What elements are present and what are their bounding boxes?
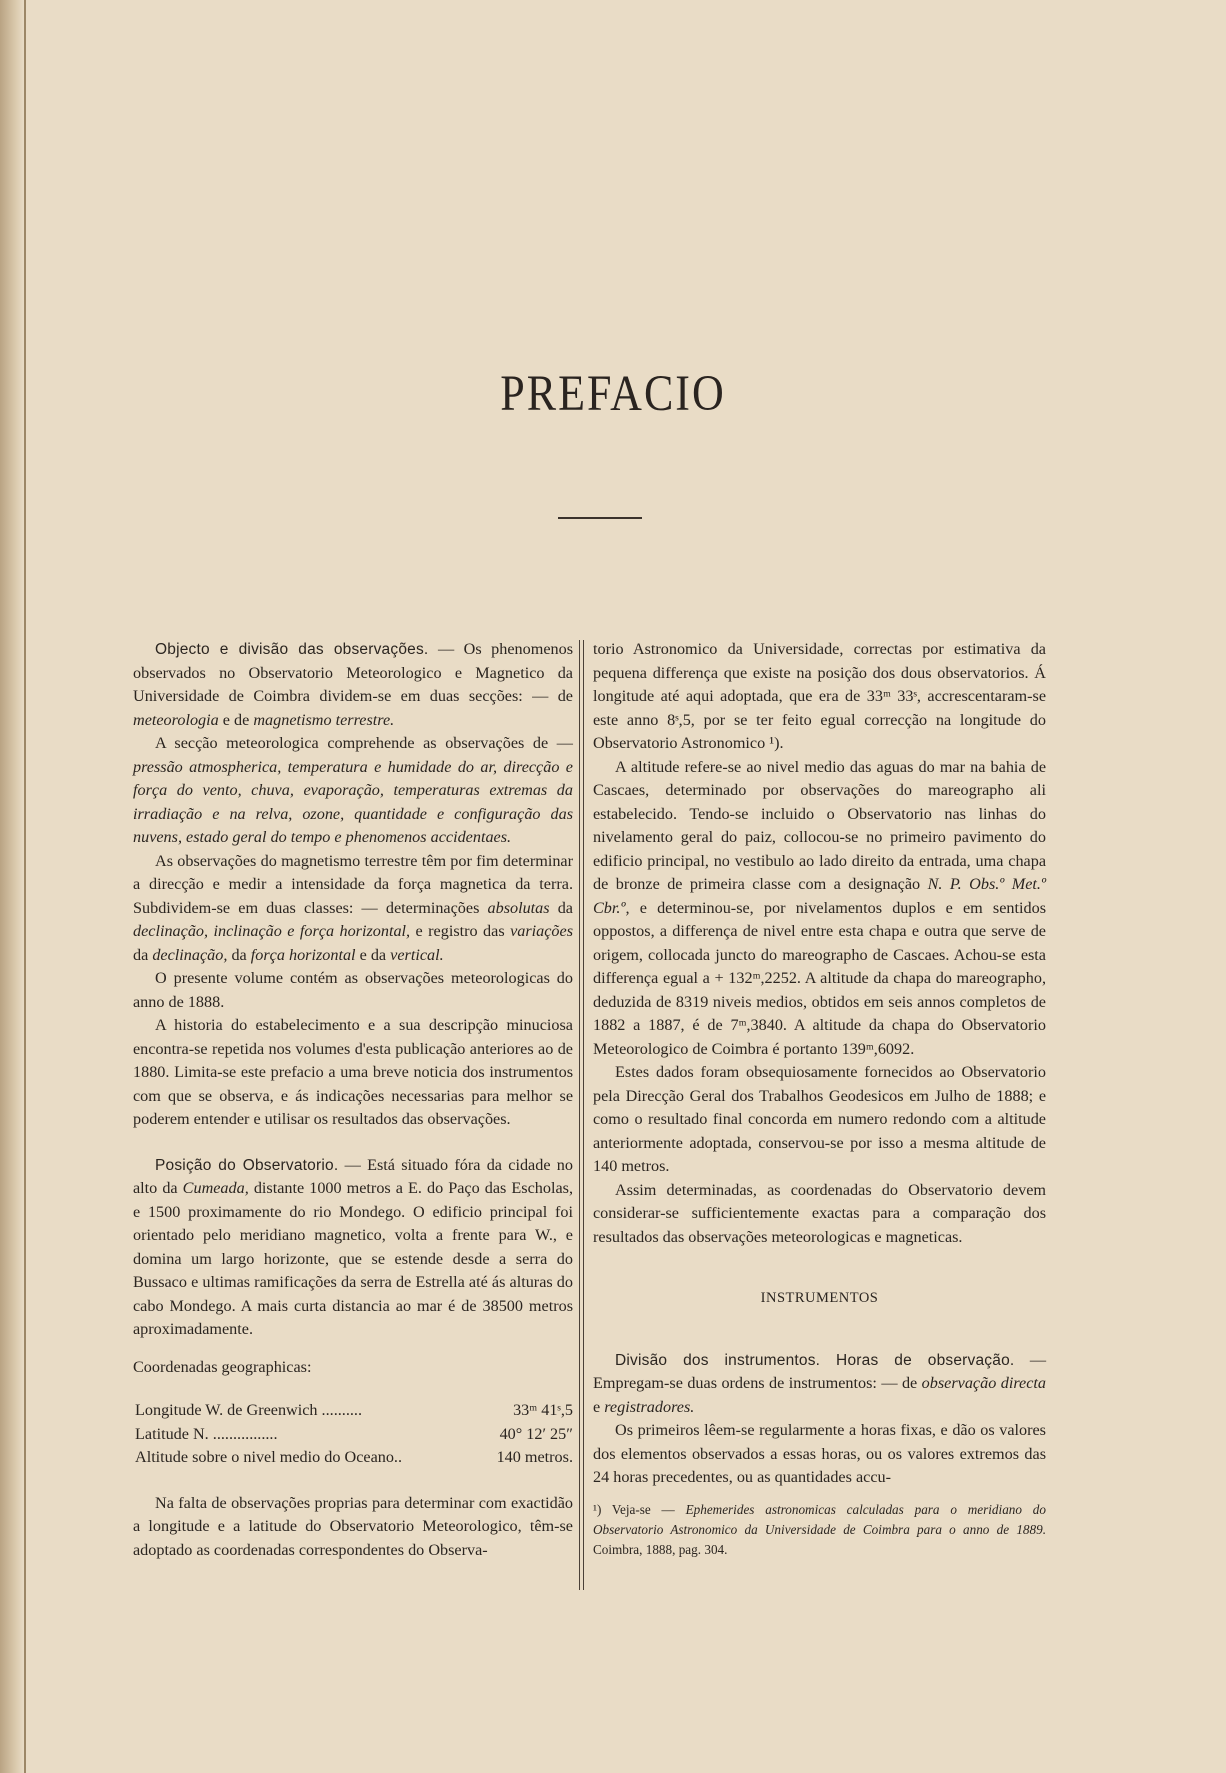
paragraph: Estes dados foram obsequiosamente fornecidos ao Observatorio pela Direcção Geral dos Trabalhos Geodesicos em Julho de 1888; e como o resultado final concorda em numero redondo com a altitude anteriormente adoptada, conservou-se por isso a mesma altitude de 140 metros.: [593, 1063, 1046, 1175]
page-title: PREFACIO: [500, 365, 726, 422]
text: As observações do magnetismo terrestre têm por fim determinar a direcção e medir a intensidade da força magnetica da terra. Subdividem-se em duas classes: — determinações: [133, 851, 573, 917]
coords-table: [133, 1399, 573, 1470]
text: da: [227, 945, 251, 964]
text: e de: [218, 710, 254, 729]
italic-text: meteorologia: [133, 710, 219, 729]
paragraph: torio Astronomico da Universidade, correctas por estimativa da pequena differença que existe na posição dos dous observatorios. Á longitude até aqui adoptada, que era de 33ᵐ 33ˢ, accrescentaram-se este anno 8ˢ,5, por se ter feito egual correcção na longitude do Observatorio Astronomico ¹).: [593, 640, 1046, 752]
section-posicao: [133, 1154, 573, 1342]
coords-title: Coordenadas geographicas:: [133, 1357, 312, 1376]
italic-text: registradores.: [604, 1397, 695, 1416]
italic-text: magnetismo terrestre.: [253, 710, 395, 729]
text: ¹) Veja-se —: [593, 1501, 686, 1517]
coord-row: [133, 1399, 573, 1423]
text: A secção meteorologica comprehende as observações de —: [155, 734, 573, 752]
page-binding-line: [24, 0, 26, 1773]
footnote: [593, 1500, 1046, 1560]
text: da: [133, 945, 153, 964]
section-heading: Objecto e divisão das observações.: [155, 641, 429, 658]
italic-text: observação directa: [921, 1374, 1046, 1392]
page-binding-edge: [0, 0, 24, 1773]
italic-text: força horizontal: [250, 945, 356, 964]
paragraph: Os primeiros lêem-se regularmente a horas fixas, e dão os valores dos elementos observados a essas horas, ou os valores extremos das 24 horas precedentes, ou as quantidades accu-: [593, 1421, 1046, 1486]
text: da: [549, 898, 573, 917]
section-objecto: [133, 638, 573, 732]
text: — Está situado fóra da cidade no alto da: [133, 1155, 573, 1197]
text: distante 1000 metros a E. do Paço das Escholas, e 1500 proximamente do rio Mondego. O edificio principal foi orientado pelo meridiano magnetico, volta a frente para W., e domina um largo horizonte, que se estende desde a serra do Bussaco e ultimas ramificações da serra de Estrella até ás alturas do cabo Mondego. A mais curta distancia ao mar é de 38500 metros aproximadamente.: [133, 1179, 573, 1338]
coord-value: 33ᵐ 41ˢ,5: [513, 1401, 573, 1419]
italic-text: vertical.: [390, 945, 444, 964]
italic-text: absolutas: [487, 898, 550, 917]
italic-text: declinação, inclinação e força horizontal,: [133, 922, 411, 940]
text: Coimbra, 1888, pag. 304.: [593, 1541, 728, 1557]
italic-text: pressão atmospherica, temperatura e humidade do ar, direcção e força do vento, chuva, evaporação, temperaturas extremas da irradiação e na relva, ozone, quantidade e configuração das nuvens, estado geral do tempo e phenomenos accidentaes.: [133, 757, 573, 846]
right-column: [593, 638, 1046, 1560]
text: — Os phenomenos observados no Observatorio Meteorologico e Magnetico da Universidade de Coimbra dividem-se em duas secções: — de: [133, 640, 574, 705]
instrumentos-heading: INSTRUMENTOS: [760, 1290, 879, 1306]
paragraph: Assim determinadas, as coordenadas do Observatorio devem considerar-se sufficientemente exactas para a comparação dos resultados das observações meteorologicas e magneticas.: [593, 1180, 1046, 1246]
paragraph: [593, 756, 1046, 1062]
section-divisao: [593, 1349, 1046, 1420]
section-heading: Divisão dos instrumentos. Horas de observação.: [615, 1351, 1015, 1369]
paragraph: [133, 732, 573, 850]
paragraph: Na falta de observações proprias para determinar com exactidão a longitude e a latitude do Observatorio Meteorologico, têm-se adoptado as coordenadas correspondentes do Observa-: [133, 1493, 573, 1559]
text: A altitude refere-se ao nivel medio das aguas do mar na bahia de Cascaes, determinado por observações do mareographo ali estabelecido. Tendo-se incluido o Observatorio nas linhas do nivelamento geral do paiz, collocou-se no primeiro pavimento do edificio principal, no vestibulo ao lado direito da entrada, uma chapa de bronze de primeira classe com a designação: [593, 757, 1046, 893]
paragraph: [133, 850, 573, 968]
italic-text: declinação,: [152, 945, 228, 964]
paragraph: A historia do estabelecimento e a sua descripção minuciosa encontra-se repetida nos volumes d'esta publicação anteriores ao de 1880. Limita-se este prefacio a uma breve noticia dos instrumentos com que se observa, e ás indicações necessarias para melhor se poderem entender e utilisar os resultados das observações.: [133, 1016, 573, 1128]
coord-row: [133, 1423, 573, 1447]
italic-text: variações: [510, 922, 573, 940]
paragraph: O presente volume contém as observações meteorologicas do anno de 1888.: [133, 969, 573, 1011]
coord-value: 40° 12′ 25″: [499, 1424, 573, 1443]
left-column: [133, 638, 573, 1562]
italic-text: Ephemerides astronomicas calculadas para o meridiano do Observatorio Astronomico da Universidade de Coimbra para o anno de 1889.: [593, 1501, 1046, 1537]
coord-value: 140 metros.: [496, 1448, 573, 1466]
text: e determinou-se, por nivelamentos duplos e em sentidos oppostos, a differença de nivel entre esta chapa e outra que serve de origem, collocada juncto do mareographo de Cascaes. Achou-se esta differença egual a + 132ᵐ,2252. A altitude da chapa do mareographo, deduzida de 8319 niveis medios, obtidos em seis annos completos de 1882 a 1887, é de 7ᵐ,3840. A altitude da chapa do Observatorio Meteorologico de Coimbra é portanto 139ᵐ,6092.: [593, 898, 1046, 1058]
section-heading: Posição do Observatorio.: [155, 1156, 339, 1174]
text: e da: [355, 945, 391, 964]
coord-label: Longitude W. de Greenwich ..........: [135, 1401, 363, 1419]
text: — Empregam-se duas ordens de instrumentos: — de: [593, 1350, 1046, 1392]
coord-row: [133, 1446, 573, 1470]
title-rule: [558, 517, 642, 519]
text: e: [593, 1397, 605, 1416]
coord-label: Altitude sobre o nivel medio do Oceano..: [135, 1448, 403, 1466]
italic-text: N. P. Obs.º Met.º Cbr.º,: [593, 875, 1046, 917]
italic-text: Cumeada,: [182, 1179, 249, 1197]
column-divider: [579, 640, 584, 1590]
text: e registro das: [410, 922, 511, 940]
coord-label: Latitude N. ................: [135, 1424, 278, 1443]
